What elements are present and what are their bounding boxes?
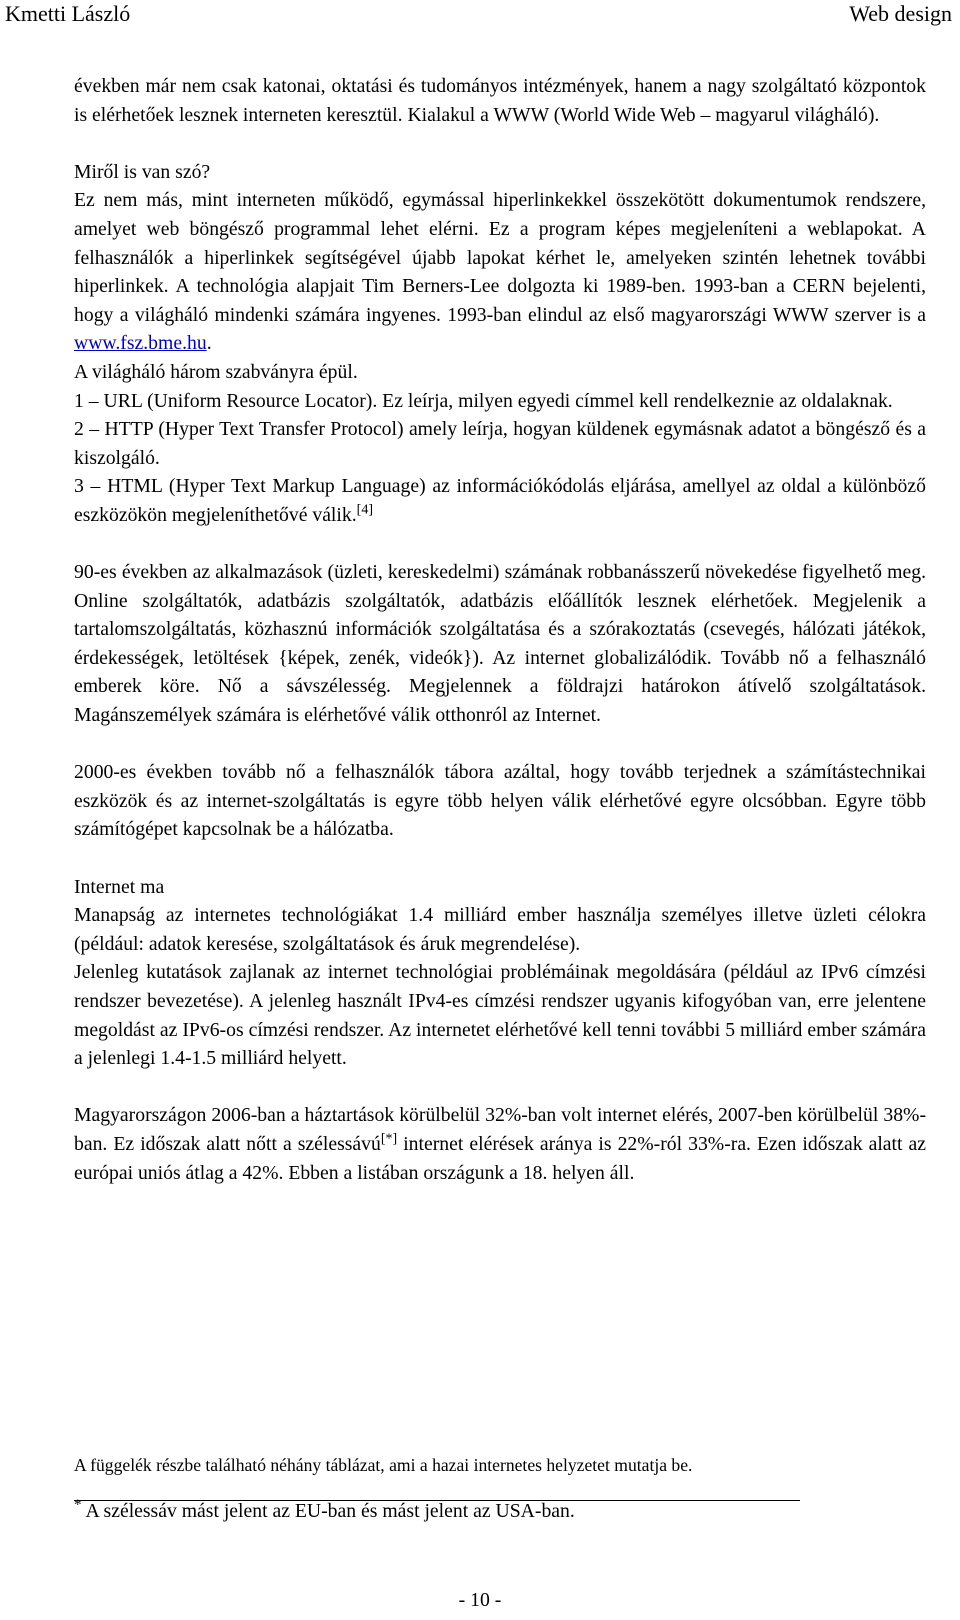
paragraph-hungary-stats — [74, 1101, 926, 1187]
header-subject: Web design — [849, 1, 952, 26]
reference-marker: [4] — [356, 502, 373, 518]
paragraph-hungary-stats-text-end: internet elérések aránya is 22%-ról 33%-ra. Ezen időszak alatt az európai uniós átlag a 42%. Ebben a listában országunk a 18. helyen áll. — [74, 1132, 926, 1184]
body-text — [74, 72, 926, 1187]
paragraph-gap — [74, 1073, 926, 1102]
footnote-text: A szélessáv mást jelent az EU-ban és mást jelent az USA-ban. — [85, 1500, 575, 1522]
paragraph-gap — [74, 530, 926, 559]
paragraph-www-intro: években már nem csak katonai, oktatási és tudományos intézmények, hanem a nagy szolgáltató központok is elérhetőek lesznek interneten keresztül. Kialakul a WWW (World Wide Web – magyarul világháló). — [74, 75, 926, 126]
paragraph-hungary-stats-text: Magyarországon 2006-ban a háztartások körülbelül 32%-ban volt internet elérés, 2007-ben körülbelül 38%-ban. Ez időszak alatt nőtt a szélessávú — [74, 1104, 926, 1155]
footnote — [74, 1497, 575, 1525]
paragraph-gap — [74, 129, 926, 158]
footnote-reference-marker: [*] — [380, 1131, 398, 1147]
standards-intro: A világháló három szabványra épül. — [74, 360, 358, 383]
paragraph-www-description-text: Ez nem más, mint interneten működő, egymással hiperlinkekkel összekötött dokumentumok rendszere, amelyet web böngésző programmal lehet elérni. Ez a program képes megjeleníteni a weblapokat. A felhasználók a hiperlinkek segítségével újabb lapokat kérhet le, amelyeken szintén lehetnek további hiperlinkek. A technológia alapjait Tim Berners-Lee dolgozta ki 1989-ben. 1993-ban a CERN bejelenti, hogy a világháló mindenki számára ingyenes. 1993-ban elindul az első magyarországi WWW szerver is a — [74, 189, 926, 326]
paragraph-gap — [74, 730, 926, 759]
standard-item-html — [74, 472, 926, 529]
section-heading-internet-ma: Internet ma — [74, 875, 165, 898]
paragraph-www-description — [74, 186, 926, 358]
footnote-mark: * — [74, 1496, 82, 1513]
appendix-note: A függelék részbe található néhány táblázat, ami a hazai internetes helyzetet mutatja be. — [74, 1455, 693, 1475]
link-trailing-period: . — [206, 332, 212, 355]
header-author: Kmetti László — [5, 1, 131, 26]
paragraph-2000s: 2000-es években tovább nő a felhasználók tábora azáltal, hogy tovább terjednek a számítástechnikai eszközök és az internet-szolgáltatás is egyre több helyen válik elérhetővé egyre olcsóbban. Egyre több számítógépet kapcsolnak be a hálózatba. — [74, 761, 926, 841]
standard-item-http: 2 – HTTP (Hyper Text Transfer Protocol) amely leírja, hogyan küldenek egymásnak adatot a böngésző és a kiszolgáló. — [74, 418, 926, 469]
section-heading-mirol: Miről is van szó? — [74, 160, 211, 183]
fsz-bme-link[interactable]: www.fsz.bme.hu — [74, 332, 207, 355]
paragraph-90s: 90-es években az alkalmazások (üzleti, kereskedelmi) számának robbanásszerű növekedése figyelhető meg. Online szolgáltatók, adatbázis szolgáltatók, adatbázis előállítók lesznek elérhetőek. Megjelenik a tartalomszolgáltatás, közhasznú információk szolgáltatása és a szórakoztatás (csevegés, hálózati játékok, érdekességek, letöltések {képek, zenék, videók}). Az internet globalizálódik. Tovább nő a felhasználó emberek köre. Nő a sávszélesség. Megjelennek a földrajzi határokon átívelő szolgáltatások. Magánszemélyek számára is elérhetővé válik otthonról az Internet. — [74, 561, 926, 727]
paragraph-research: Jelenleg kutatások zajlanak az internet technológiai problémáinak megoldására (például az IPv6 címzési rendszer bevezetése). A jelenleg használt IPv4-es címzési rendszer ugyanis kifogyóban van, erre jelentene megoldást az IPv6-os címzési rendszer. Az internetet elérhetővé kell tenni további 5 milliárd ember számára a jelenlegi 1.4-1.5 milliárd helyett. — [74, 961, 926, 1070]
paragraph-internet-today: Manapság az internetes technológiákat 1.4 milliárd ember használja személyes illetve üzleti célokra (például: adatok keresése, szolgáltatások és áruk megrendelése). — [74, 904, 926, 955]
page-number: - 10 - — [458, 1589, 502, 1611]
paragraph-gap — [74, 844, 926, 873]
standard-item-url: 1 – URL (Uniform Resource Locator). Ez leírja, milyen egyedi címmel kell rendelkeznie az oldalaknak. — [74, 389, 893, 412]
standard-item-html-text: 3 – HTML (Hyper Text Markup Language) az információkódolás eljárása, amellyel az oldal a különböző eszközökön megjeleníthetővé válik. — [74, 475, 926, 526]
